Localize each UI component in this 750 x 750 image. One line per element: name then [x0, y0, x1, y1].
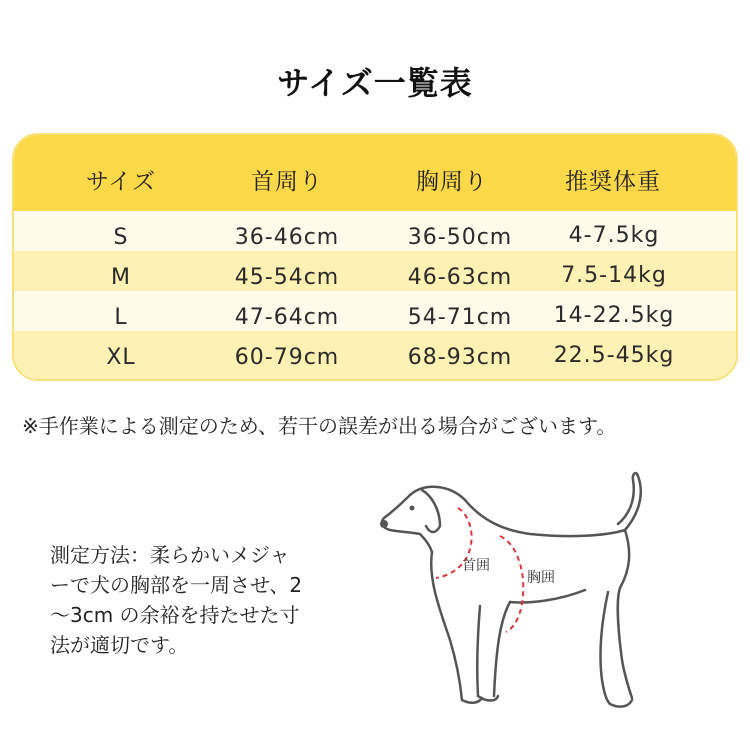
- cell-neck: 36-46cm: [234, 225, 340, 250]
- cell-chest: 54-71cm: [407, 305, 513, 330]
- cell-size: L: [114, 305, 128, 330]
- cell-weight: 22.5-45kg: [553, 343, 675, 368]
- cell-neck: 47-64cm: [234, 305, 340, 330]
- cell-size: M: [111, 265, 131, 290]
- size-table: [12, 133, 738, 381]
- cell-neck: 60-79cm: [234, 345, 340, 370]
- header-neck: 首周り: [251, 169, 323, 195]
- header-chest: 胸周り: [416, 169, 488, 195]
- header-weight: 推奨体重: [565, 169, 661, 195]
- method-line: 法が適切です。: [50, 633, 189, 657]
- header-size: サイズ: [85, 169, 157, 195]
- cell-weight: 14-22.5kg: [553, 303, 675, 328]
- measurement-method: [50, 540, 370, 660]
- neck-label: 首囲: [462, 558, 490, 574]
- cell-size: S: [113, 225, 129, 250]
- dog-measurement-diagram: [370, 460, 690, 720]
- method-line: ーで犬の胸部を一周させ、2: [50, 573, 303, 597]
- cell-size: XL: [106, 345, 136, 370]
- dog-outline-icon: [382, 473, 641, 707]
- chest-label: 胸囲: [527, 570, 555, 586]
- cell-chest: 46-63cm: [407, 265, 513, 290]
- cell-weight: 4-7.5kg: [568, 223, 660, 248]
- cell-neck: 45-54cm: [234, 265, 340, 290]
- cell-weight: 7.5-14kg: [561, 263, 667, 288]
- cell-chest: 68-93cm: [407, 345, 513, 370]
- measurement-note: ※手作業による測定のため、若干の誤差が出る場合がございます。: [22, 414, 617, 438]
- method-line: 測定方法：柔らかいメジャ: [50, 543, 290, 567]
- page-title: サイズ一覧表: [277, 64, 473, 102]
- method-line: ～3cm の余裕を持たせた寸: [50, 603, 300, 627]
- cell-chest: 36-50cm: [407, 225, 513, 250]
